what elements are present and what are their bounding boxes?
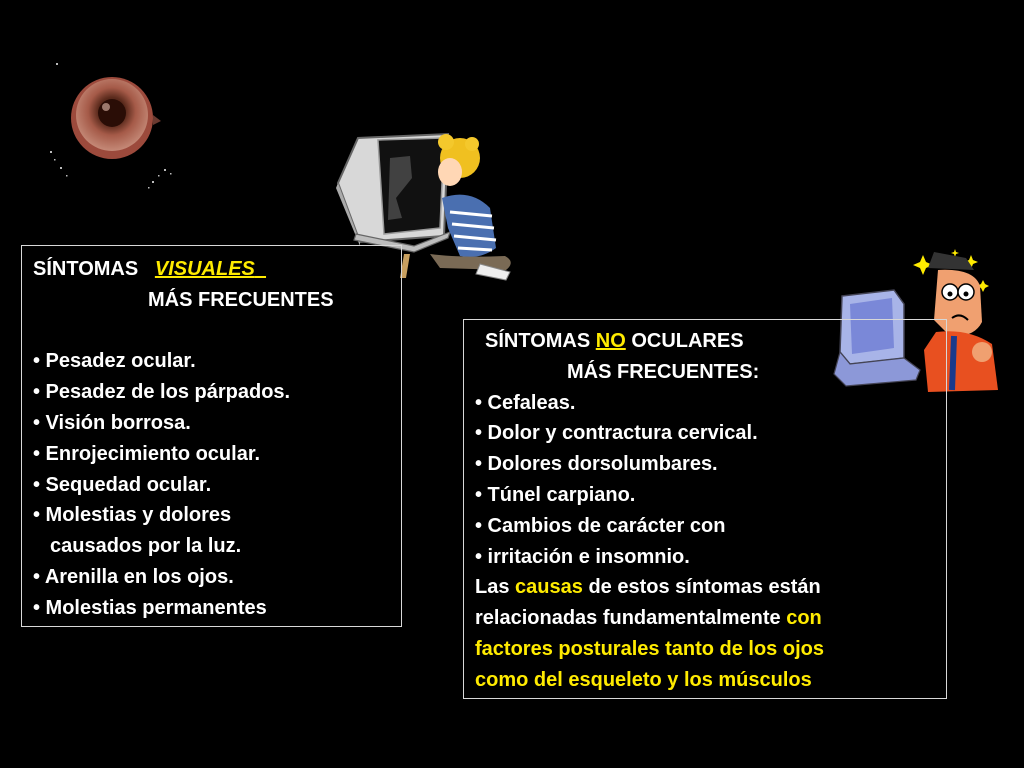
visual-symptoms-subtitle: MÁS FRECUENTES — [148, 288, 334, 311]
eye-illustration — [40, 55, 180, 195]
list-item: • Cambios de carácter con — [475, 514, 726, 537]
list-item: • Pesadez de los párpados. — [33, 381, 291, 404]
non-ocular-symptoms-subtitle: MÁS FRECUENTES: — [567, 360, 760, 383]
visual-highlight: VISUALES — [154, 258, 255, 280]
non-ocular-symptoms-box — [463, 319, 947, 699]
list-item: • irritación e insomnio. — [475, 545, 690, 568]
list-item: • Sequedad ocular. — [33, 473, 212, 496]
list-item: • Túnel carpiano. — [475, 483, 636, 506]
causes-paragraph-line: como del esqueleto y los músculos — [475, 668, 812, 691]
no-highlight: NO — [595, 330, 626, 352]
causes-paragraph-line: relacionadas fundamentalmente con — [475, 607, 822, 630]
non-ocular-symptoms-title: SÍNTOMAS NO OCULARES — [485, 330, 744, 352]
list-item: • Pesadez ocular. — [33, 350, 196, 373]
list-item-continuation: causados por la luz. — [50, 535, 242, 558]
causes-highlight: causas — [515, 576, 583, 599]
list-item: • Visión borrosa. — [33, 411, 191, 434]
list-item: • Molestias permanentes — [33, 596, 267, 619]
list-item: • Molestias y dolores — [33, 504, 232, 527]
visual-symptoms-title: SÍNTOMAS VISUALES — [33, 258, 255, 280]
list-item: • Dolores dorsolumbares. — [475, 453, 718, 476]
list-item: • Dolor y contractura cervical. — [475, 422, 758, 445]
list-item: • Cefaleas. — [475, 391, 576, 414]
list-item: • Arenilla en los ojos. — [33, 565, 234, 588]
visual-symptoms-box — [21, 245, 402, 627]
causes-paragraph-line: factores posturales tanto de los ojos — [475, 637, 824, 660]
list-item: • Enrojecimiento ocular. — [33, 442, 261, 465]
causes-paragraph-line: Las causas de estos síntomas están — [475, 576, 821, 599]
